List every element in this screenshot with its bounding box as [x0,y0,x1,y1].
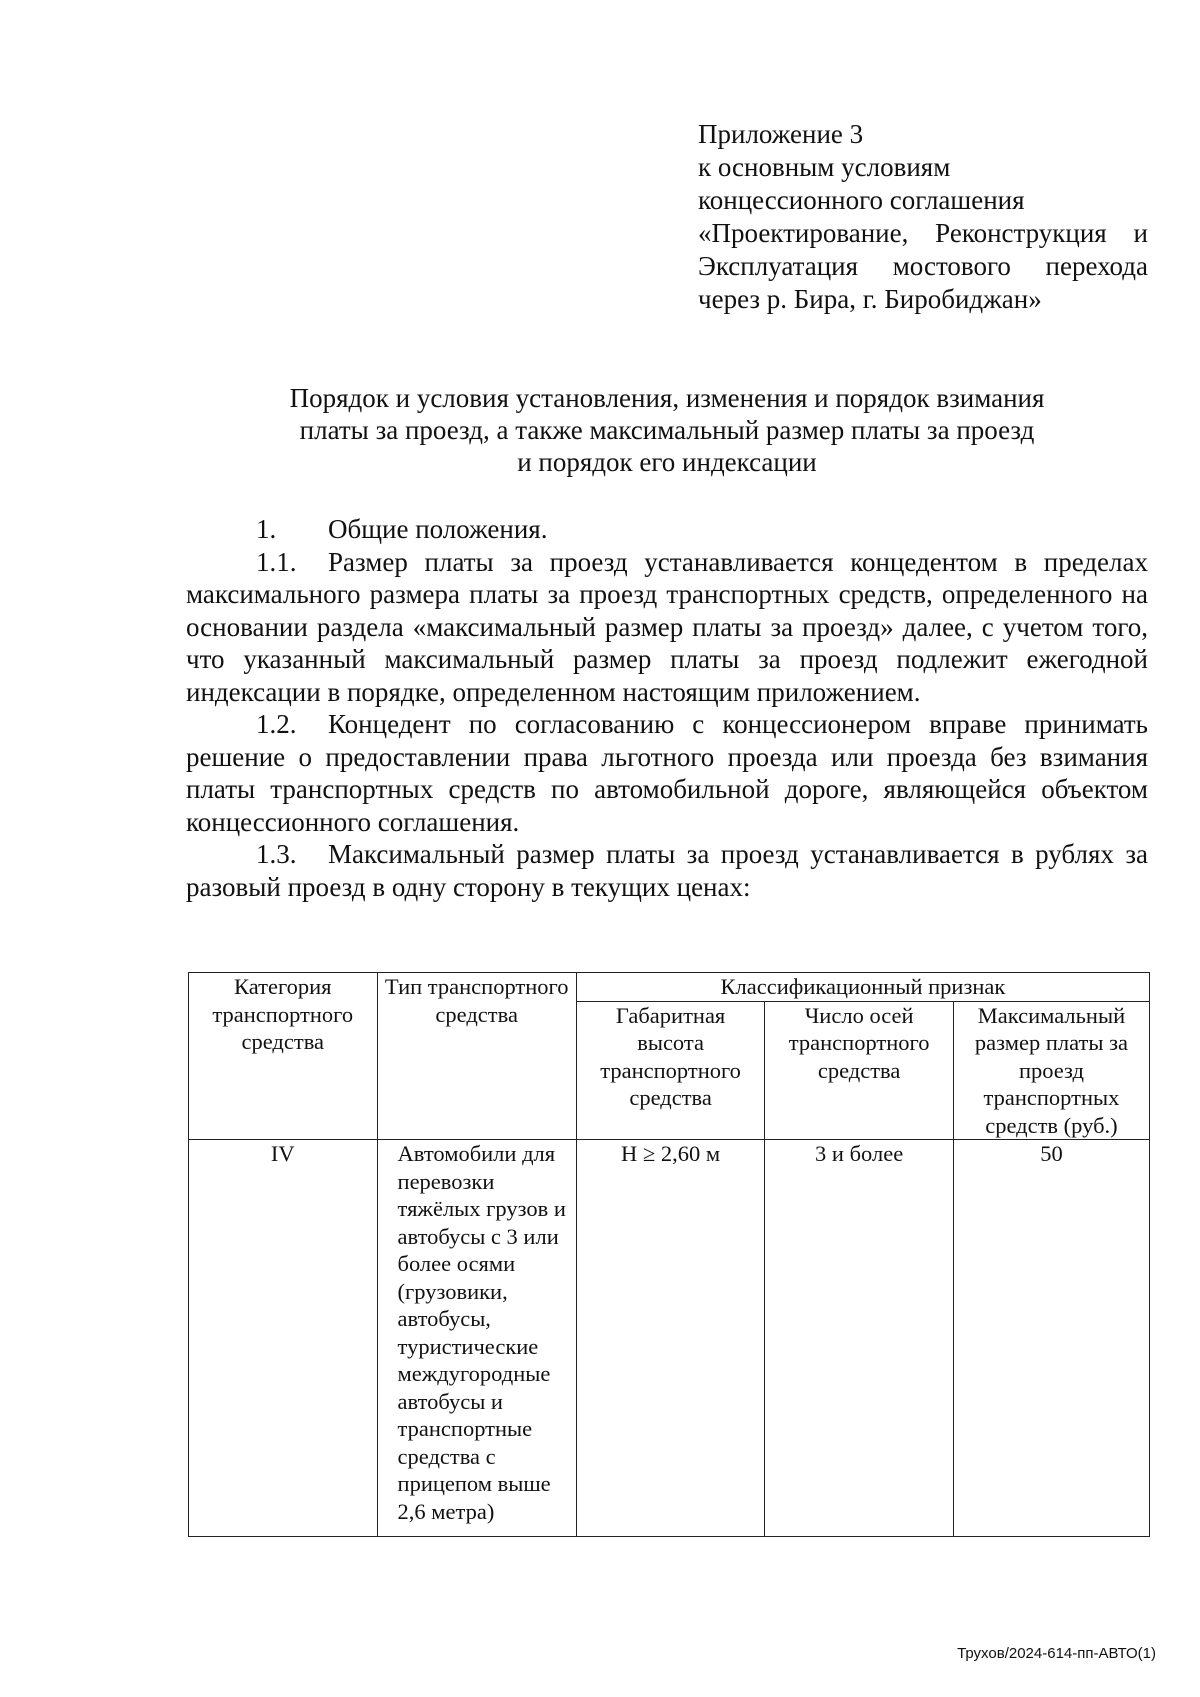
paragraph-1-1 [186,546,1148,709]
document-body [186,513,1148,903]
header-max-fee: Максимальный размер платы за проезд транспортных средств (руб.) [953,1001,1149,1140]
paragraph-1-2 [186,708,1148,838]
cell-type: Автомобили для перевозки тяжёлых грузов и автобусы с 3 или более осями (грузовики, автобусы, туристические междугородные автобусы и транспортные средства с прицепом выше 2,6 метра) [377,1140,576,1537]
appendix-line: Эксплуатация мостового перехода [698,251,1148,281]
appendix-line: «Проектирование, Реконструкция и [698,218,1148,248]
paragraph-number: 1.2. [256,709,297,739]
paragraph-text: Максимальный размер платы за проезд устанавливается в рублях за разовый проезд в одну сторону в текущих ценах: [186,839,1148,902]
cell-category: IV [189,1140,378,1537]
document-code: Трухов/2024-614-пп-АВТО(1) [957,1645,1156,1662]
paragraph-text: Размер платы за проезд устанавливается концедентом в пределах максимального размера платы за проезд транспортных средств, определенного на основании раздела «максимальный размер платы за проезд» далее, с учетом того, что указанный максимальный размер платы за проезд подлежит ежегодной индексации в порядке, определенном настоящим приложением. [186,546,1148,707]
appendix-line: Приложение 3 [698,119,864,149]
header-classification: Классификационный признак [576,973,1149,1002]
cell-max-fee: 50 [953,1140,1149,1537]
header-height: Габаритная высота транспортного средства [576,1001,765,1140]
cell-height: H ≥ 2,60 м [576,1140,765,1537]
section-heading [186,513,1148,546]
appendix-line: через р. Бира, г. Биробиджан» [698,284,1042,314]
table-header-row [189,973,1150,1002]
document-title [186,382,1148,478]
header-axles: Число осей транспортного средства [765,1001,954,1140]
title-line: платы за проезд, а также максимальный размер платы за проезд [299,415,1035,445]
appendix-line: концессионного соглашения [698,185,1025,215]
fee-table [188,972,1150,1537]
title-line: Порядок и условия установления, изменения и порядок взимания [289,383,1045,413]
appendix-header [698,118,1148,316]
paragraph-1-3 [186,838,1148,903]
cell-axles: 3 и более [765,1140,954,1537]
header-category: Категория транспортного средства [189,973,378,1140]
paragraph-number: 1.3. [256,839,297,869]
section-number: 1. [256,514,277,544]
appendix-line: к основным условиям [698,152,951,182]
paragraph-text: Концедент по согласованию с концессионером вправе принимать решение о предоставлении права льготного проезда или проезда без взимания платы транспортных средств по автомобильной дороге, являющейся объектом концессионного соглашения. [186,709,1148,837]
paragraph-number: 1.1. [256,546,297,577]
table-row [189,1140,1150,1537]
header-type: Тип транспортного средства [377,973,576,1140]
section-title: Общие положения. [328,514,548,544]
title-line: и порядок его индексации [517,447,817,477]
